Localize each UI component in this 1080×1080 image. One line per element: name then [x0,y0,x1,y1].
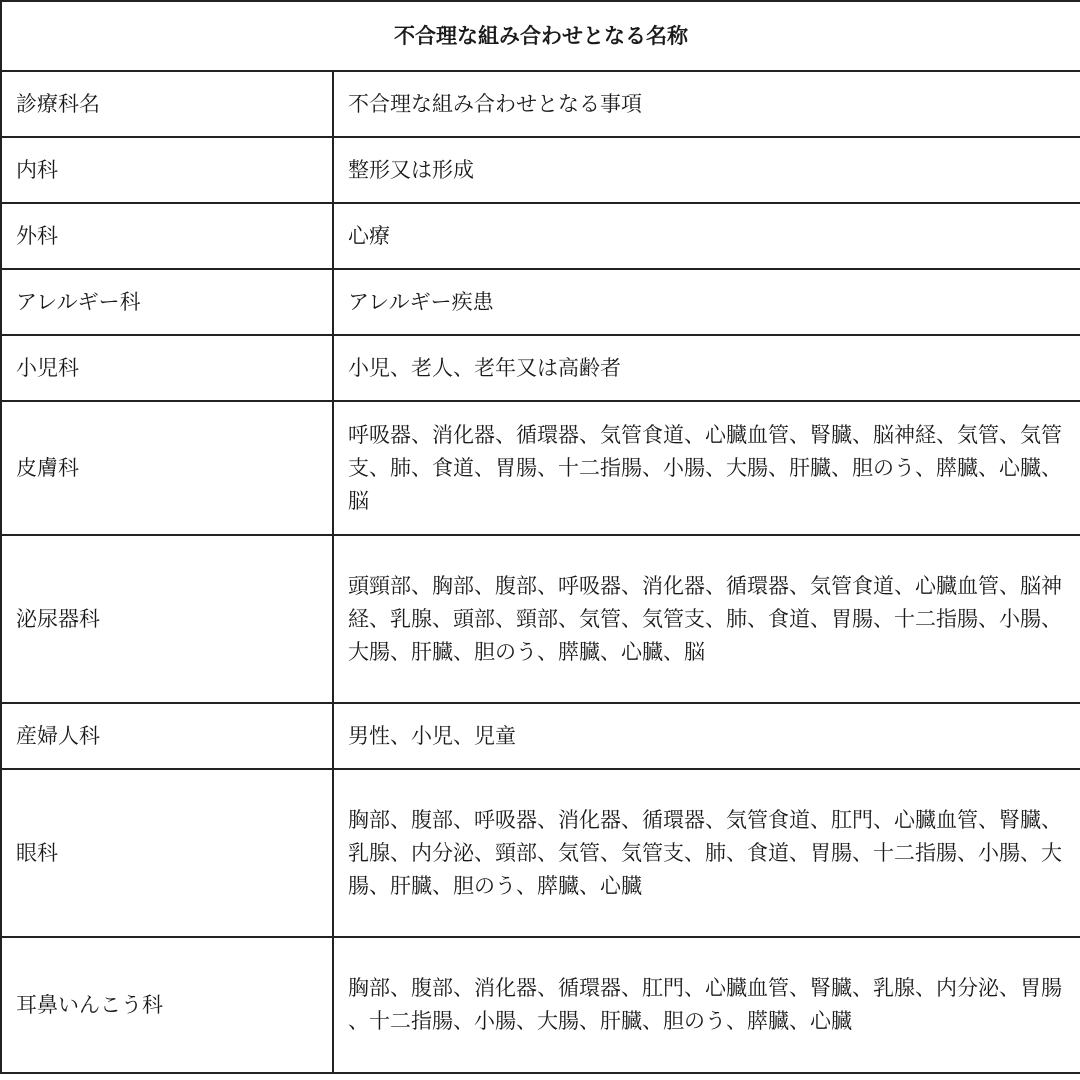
table-title: 不合理な組み合わせとなる名称 [1,1,1080,71]
items-cell: 呼吸器、消化器、循環器、気管食道、心臓血管、腎臓、脳神経、気管、気管支、肺、食道、胃腸、十二指腸、小腸、大腸、肝臓、胆のう、膵臓、心臓、脳 [333,401,1080,535]
department-cell: 小児科 [1,335,333,401]
department-cell: 眼科 [1,769,333,937]
items-cell: 男性、小児、児童 [333,703,1080,769]
department-cell: アレルギー科 [1,269,333,335]
items-cell: 胸部、腹部、消化器、循環器、肛門、心臓血管、腎臓、乳腺、内分泌、胃腸、十二指腸、小腸、大腸、肝臓、胆のう、膵臓、心臓 [333,937,1080,1073]
title-row [1,1,1080,71]
items-cell: アレルギー疾患 [333,269,1080,335]
department-cell: 泌尿器科 [1,535,333,703]
items-cell: 小児、老人、老年又は高齢者 [333,335,1080,401]
department-cell: 耳鼻いんこう科 [1,937,333,1073]
table-row [1,937,1080,1073]
table-row [1,269,1080,335]
items-cell: 整形又は形成 [333,137,1080,203]
header-items: 不合理な組み合わせとなる事項 [333,71,1080,137]
table-row [1,535,1080,703]
table-row [1,137,1080,203]
header-row [1,71,1080,137]
items-cell: 心療 [333,203,1080,269]
items-cell: 頭頸部、胸部、腹部、呼吸器、消化器、循環器、気管食道、心臓血管、脳神経、乳腺、頭部、頸部、気管、気管支、肺、食道、胃腸、十二指腸、小腸、大腸、肝臓、胆のう、膵臓、心臓、脳 [333,535,1080,703]
department-cell: 外科 [1,203,333,269]
items-cell: 胸部、腹部、呼吸器、消化器、循環器、気管食道、肛門、心臓血管、腎臓、乳腺、内分泌、頸部、気管、気管支、肺、食道、胃腸、十二指腸、小腸、大腸、肝臓、胆のう、膵臓、心臓 [333,769,1080,937]
department-cell: 内科 [1,137,333,203]
header-department: 診療科名 [1,71,333,137]
table-row [1,203,1080,269]
department-cell: 皮膚科 [1,401,333,535]
table-row [1,769,1080,937]
table-row [1,401,1080,535]
department-cell: 産婦人科 [1,703,333,769]
table-row [1,703,1080,769]
table-row [1,335,1080,401]
